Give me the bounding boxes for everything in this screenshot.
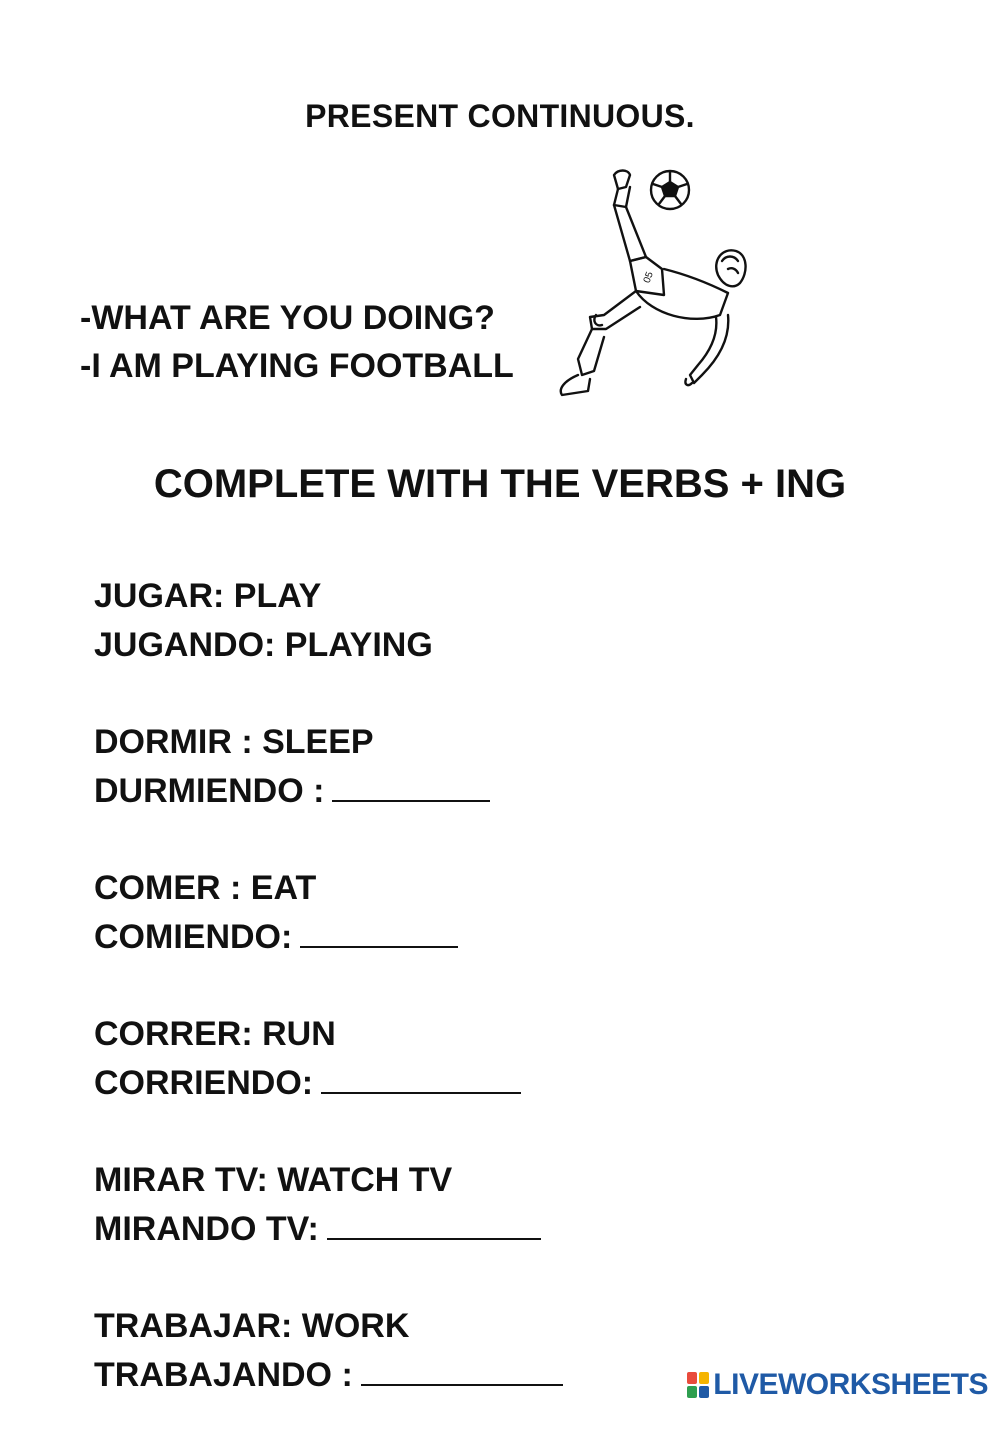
verb-gerund-line xyxy=(94,1205,563,1254)
verb-base: JUGAR: PLAY xyxy=(94,577,322,615)
answer-blank[interactable] xyxy=(300,924,458,948)
verb-item-comer xyxy=(94,864,563,962)
verb-gerund: JUGANDO: PLAYING xyxy=(94,626,433,664)
verb-gerund: MIRANDO TV: xyxy=(94,1210,319,1248)
verb-base: TRABAJAR: WORK xyxy=(94,1307,410,1345)
verb-item-jugar xyxy=(94,572,563,670)
answer-blank[interactable] xyxy=(327,1216,541,1240)
verb-gerund-line xyxy=(94,1059,563,1108)
liveworksheets-watermark xyxy=(687,1368,988,1402)
instruction-heading: COMPLETE WITH THE VERBS + ING xyxy=(153,462,847,506)
dialogue-question: -WHAT ARE YOU DOING? xyxy=(80,299,495,337)
verb-gerund: COMIENDO: xyxy=(94,918,293,956)
verb-base: DORMIR : SLEEP xyxy=(94,723,374,761)
verb-item-trabajar xyxy=(94,1302,563,1400)
answer-blank[interactable] xyxy=(361,1362,563,1386)
verb-gerund: CORRIENDO: xyxy=(94,1064,314,1102)
jersey-number: 05 xyxy=(641,270,656,285)
football-player-icon xyxy=(552,165,752,405)
watermark-text: LIVEWORKSHEETS xyxy=(713,1368,988,1401)
verb-gerund: DURMIENDO : xyxy=(94,772,325,810)
dialogue-answer: -I AM PLAYING FOOTBALL xyxy=(80,347,514,385)
verb-item-correr xyxy=(94,1010,563,1108)
verb-gerund-line xyxy=(94,767,563,816)
verb-base: MIRAR TV: WATCH TV xyxy=(94,1161,453,1199)
example-dialogue xyxy=(80,294,514,390)
verb-base: CORRER: RUN xyxy=(94,1015,336,1053)
verb-item-dormir xyxy=(94,718,563,816)
ball-icon xyxy=(651,171,689,209)
verb-base: COMER : EAT xyxy=(94,869,317,907)
answer-blank[interactable] xyxy=(321,1070,521,1094)
verb-gerund-line xyxy=(94,913,563,962)
answer-blank[interactable] xyxy=(332,778,490,802)
liveworksheets-logo-icon xyxy=(687,1372,709,1398)
page-title: PRESENT CONTINUOUS. xyxy=(305,98,695,134)
verb-item-mirar-tv xyxy=(94,1156,563,1254)
verb-gerund-line xyxy=(94,1351,563,1400)
verb-gerund: TRABAJANDO : xyxy=(94,1356,353,1394)
verb-list xyxy=(94,572,563,1448)
